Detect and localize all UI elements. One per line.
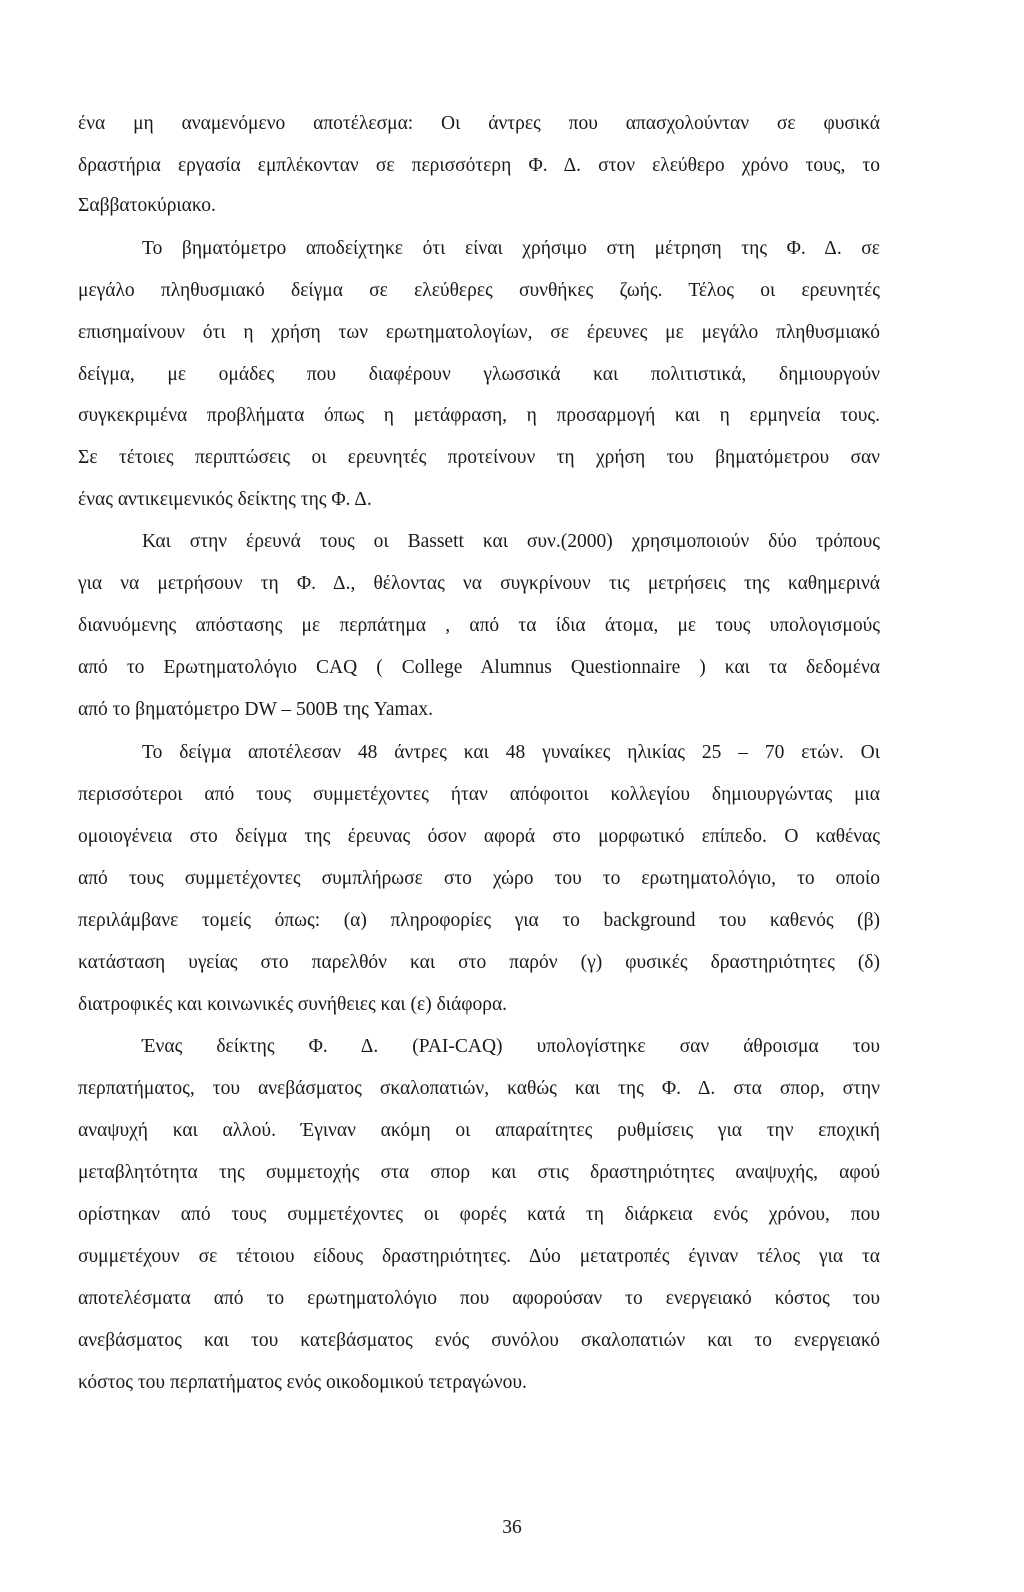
text-line: διατροφικές και κοινωνικές συνήθειες και (ε) διάφορα.	[78, 994, 508, 1015]
text-line: περιλάμβανε τομείς όπως: (α) πληροφορίες για το background του καθενός (β)	[78, 910, 880, 931]
text-line: επισημαίνουν ότι η χρήση των ερωτηματολογίων, σε έρευνες με μεγάλο πληθυσμιακό	[78, 322, 880, 343]
text-line: κόστος του περπατήματος ενός οικοδομικού τετραγώνου.	[78, 1372, 527, 1393]
text-line: ένας αντικειμενικός δείκτης της Φ. Δ.	[78, 489, 372, 510]
text-line: δείγμα, με ομάδες που διαφέρουν γλωσσικά και πολιτιστικά, δημιουργούν	[78, 364, 880, 385]
text-line: ορίστηκαν από τους συμμετέχοντες οι φορές κατά τη διάρκεια ενός χρόνου, που	[78, 1204, 880, 1225]
text-line: ένα μη αναμενόμενο αποτέλεσμα: Οι άντρες που απασχολούνταν σε φυσικά	[78, 113, 880, 134]
text-line: συγκεκριμένα προβλήματα όπως η μετάφραση, η προσαρμογή και η ερμηνεία τους.	[78, 405, 880, 426]
text-line: αποτελέσματα από το ερωτηματολόγιο που αφορούσαν το ενεργειακό κόστος του	[78, 1288, 880, 1309]
text-line: Σαββατοκύριακο.	[78, 195, 216, 216]
text-line: για να μετρήσουν τη Φ. Δ., θέλοντας να συγκρίνουν τις μετρήσεις της καθημερινά	[78, 573, 880, 594]
text-line: κατάσταση υγείας στο παρελθόν και στο παρόν (γ) φυσικές δραστηριότητες (δ)	[78, 952, 880, 973]
text-line: περισσότεροι από τους συμμετέχοντες ήταν απόφοιτοι κολλεγίου δημιουργώντας μια	[78, 784, 880, 805]
text-line: δραστήρια εργασία εμπλέκονταν σε περισσότερη Φ. Δ. στον ελεύθερο χρόνο τους, το	[78, 155, 880, 176]
text-line: από το βηματόμετρο DW – 500B της Yamax.	[78, 699, 433, 720]
text-line: Το βηματόμετρο αποδείχτηκε ότι είναι χρήσιμο στη μέτρηση της Φ. Δ. σε	[142, 238, 880, 259]
text-line: συμμετέχουν σε τέτοιου είδους δραστηριότητες. Δύο μετατροπές έγιναν τέλος για τα	[78, 1246, 880, 1267]
text-line: μεταβλητότητα της συμμετοχής στα σπορ και στις δραστηριότητες αναψυχής, αφού	[78, 1162, 880, 1183]
text-line: από τους συμμετέχοντες συμπλήρωσε στο χώρο του το ερωτηματολόγιο, το οποίο	[78, 868, 880, 889]
text-line: Και στην έρευνά τους οι Bassett και συν.(2000) χρησιμοποιούν δύο τρόπους	[142, 531, 880, 552]
page-number: 36	[502, 1517, 522, 1538]
text-line: Σε τέτοιες περιπτώσεις οι ερευνητές προτείνουν τη χρήση του βηματόμετρου σαν	[78, 447, 880, 468]
text-line: ανεβάσματος και του κατεβάσματος ενός συνόλου σκαλοπατιών και το ενεργειακό	[78, 1330, 880, 1351]
text-line: από το Ερωτηματολόγιο CAQ ( College Alumnus Questionnaire ) και τα δεδομένα	[78, 657, 880, 678]
text-line: αναψυχή και αλλού. Έγιναν ακόμη οι απαραίτητες ρυθμίσεις για την εποχική	[78, 1120, 880, 1141]
text-line: διανυόμενης απόστασης με περπάτημα , από τα ίδια άτομα, με τους υπολογισμούς	[78, 615, 880, 636]
text-line: Το δείγμα αποτέλεσαν 48 άντρες και 48 γυναίκες ηλικίας 25 – 70 ετών. Οι	[142, 742, 880, 763]
text-line: ομοιογένεια στο δείγμα της έρευνας όσον αφορά στο μορφωτικό επίπεδο. Ο καθένας	[78, 826, 880, 847]
text-line: περπατήματος, του ανεβάσματος σκαλοπατιών, καθώς και της Φ. Δ. στα σπορ, στην	[78, 1078, 880, 1099]
text-line: Ένας δείκτης Φ. Δ. (PAI-CAQ) υπολογίστηκε σαν άθροισμα του	[142, 1036, 880, 1057]
text-line: μεγάλο πληθυσμιακό δείγμα σε ελεύθερες συνθήκες ζωής. Τέλος οι ερευνητές	[78, 280, 880, 301]
